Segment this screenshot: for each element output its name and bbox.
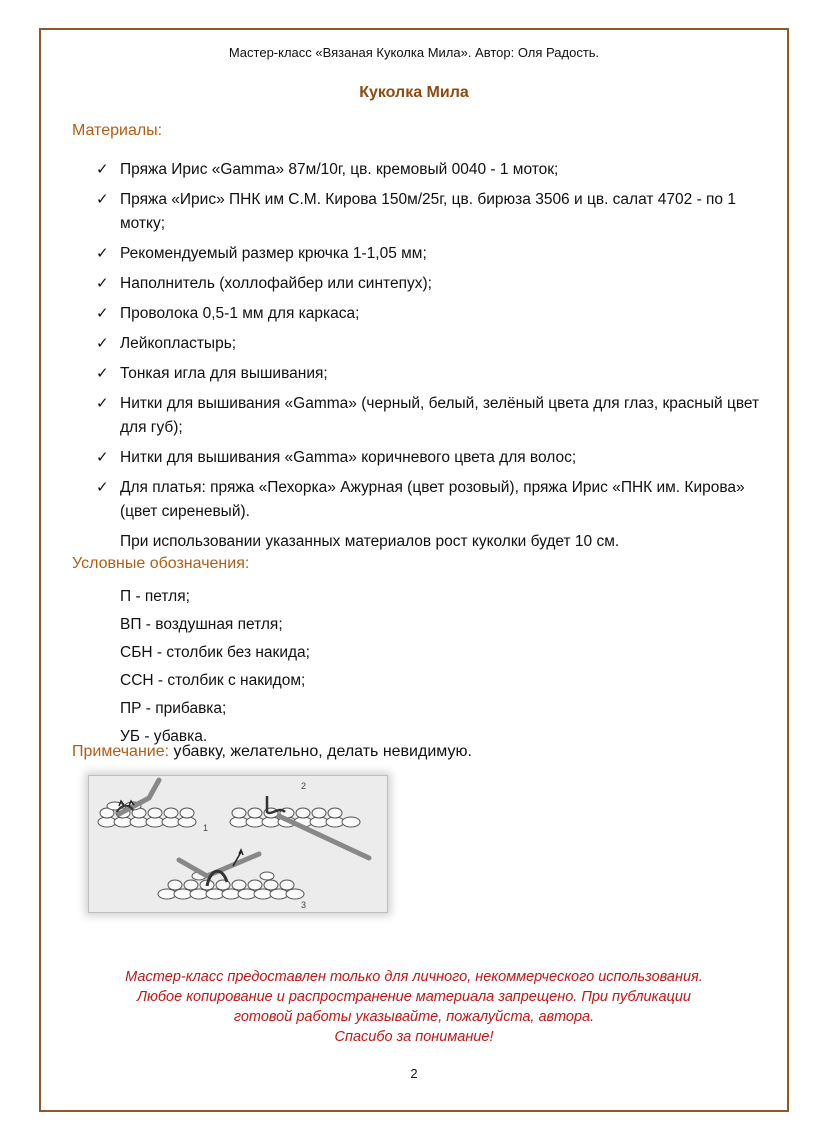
checkmark-icon: ✓ bbox=[96, 275, 109, 292]
footer-line: Мастер-класс предоставлен только для личного, некоммерческого использования. bbox=[125, 969, 703, 985]
page-header: Мастер-класс «Вязаная Куколка Мила». Автор: Оля Радость. bbox=[228, 45, 600, 60]
page-title: Куколка Мила bbox=[359, 84, 469, 101]
materials-list bbox=[94, 158, 784, 554]
checkmark-icon: ✓ bbox=[96, 395, 109, 412]
list-item: ✓ Проволока 0,5-1 мм для каркаса; bbox=[94, 302, 784, 326]
diagram-label-1: 1 bbox=[203, 823, 209, 833]
legend-item: УБ - убавка. bbox=[120, 728, 208, 745]
legend-item: П - петля; bbox=[120, 588, 190, 605]
page-number: 2 bbox=[410, 1066, 418, 1081]
list-item: ✓ Тонкая игла для вышивания; bbox=[94, 362, 784, 386]
footer-line: Спасибо за понимание! bbox=[334, 1029, 494, 1045]
list-item: ✓ Наполнитель (холлофайбер или синтепух); bbox=[94, 272, 784, 296]
footer-line: Любое копирование и распространение материала запрещено. При публикации bbox=[137, 989, 691, 1005]
list-item: ✓ Рекомендуемый размер крючка 1-1,05 мм; bbox=[94, 242, 784, 266]
checkmark-icon: ✓ bbox=[96, 161, 109, 178]
list-item: ✓ Лейкопластырь; bbox=[94, 332, 784, 356]
legend-item: ВП - воздушная петля; bbox=[120, 616, 283, 633]
list-item: ✓ Пряжа «Ирис» ПНК им С.М. Кирова 150м/25г, цв. бирюза 3506 и цв. салат 4702 - по 1 мотку; bbox=[94, 188, 784, 236]
copyright-notice bbox=[0, 967, 828, 1047]
checkmark-icon: ✓ bbox=[96, 191, 109, 208]
checkmark-icon: ✓ bbox=[96, 245, 109, 262]
footer-line: готовой работы указывайте, пожалуйста, автора. bbox=[233, 1009, 595, 1025]
list-item: ✓ Пряжа Ирис «Gamma» 87м/10г, цв. кремовый 0040 - 1 моток; bbox=[94, 158, 784, 182]
diagram-label-2: 2 bbox=[301, 781, 307, 791]
checkmark-icon: ✓ bbox=[96, 449, 109, 466]
legend-item: СБН - столбик без накида; bbox=[120, 644, 310, 661]
legend-item: ССН - столбик с накидом; bbox=[120, 672, 306, 689]
list-item: ✓ Нитки для вышивания «Gamma» коричневого цвета для волос; bbox=[94, 446, 784, 470]
stitch-diagram-image bbox=[89, 776, 387, 912]
legend-item: ПР - прибавка; bbox=[120, 700, 227, 717]
checkmark-icon: ✓ bbox=[96, 305, 109, 322]
note bbox=[72, 743, 472, 761]
checkmark-icon: ✓ bbox=[96, 335, 109, 352]
list-item: ✓ Нитки для вышивания «Gamma» (черный, белый, зелёный цвета для глаз, красный цвет для губ); bbox=[94, 392, 784, 440]
checkmark-icon: ✓ bbox=[96, 365, 109, 382]
height-note: При использовании указанных материалов рост куколки будет 10 см. bbox=[120, 533, 620, 550]
legend-heading: Условные обозначения: bbox=[72, 555, 250, 572]
stitch-diagram bbox=[88, 775, 388, 913]
note-label: Примечание: bbox=[72, 743, 170, 760]
checkmark-icon: ✓ bbox=[96, 479, 109, 496]
diagram-label-3: 3 bbox=[301, 900, 307, 910]
legend-list bbox=[120, 583, 310, 751]
list-item: ✓ Для платья: пряжа «Пехорка» Ажурная (цвет розовый), пряжа Ирис «ПНК им. Кирова» (цвет сиреневый). bbox=[94, 476, 784, 524]
materials-heading: Материалы: bbox=[72, 122, 163, 139]
note-text: убавку, желательно, делать невидимую. bbox=[169, 743, 472, 760]
